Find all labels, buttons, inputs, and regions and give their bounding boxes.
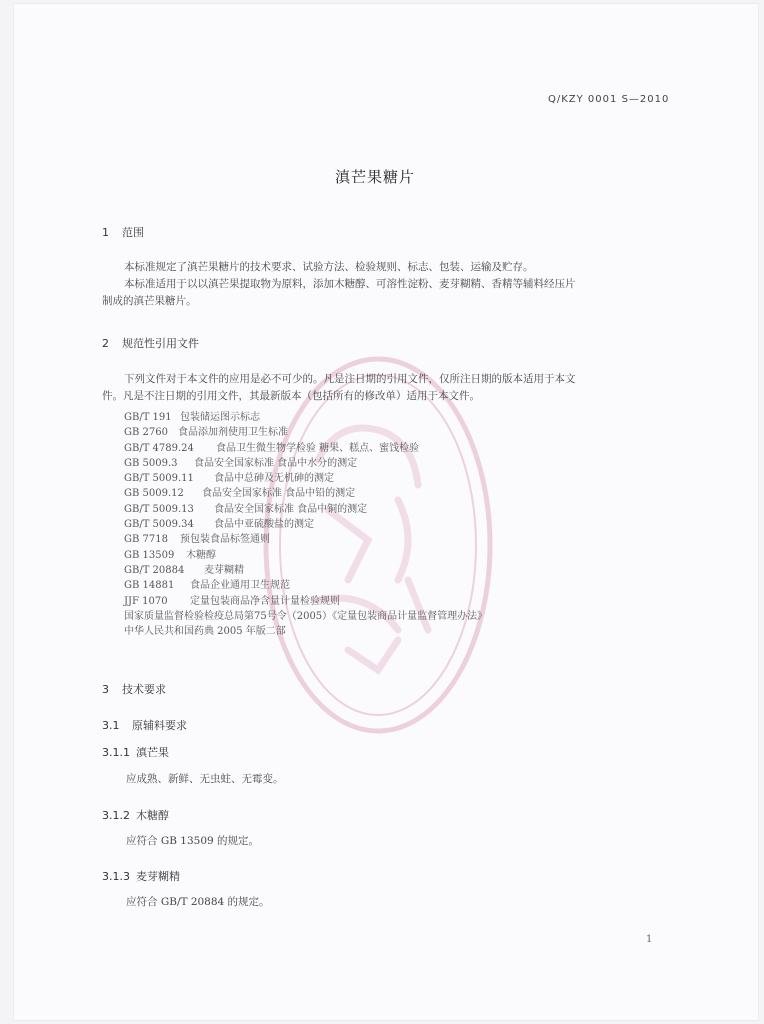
reference-name: 食品添加剂使用卫生标准	[178, 427, 288, 439]
reference-name: 食品安全国家标准 食品中水分的测定	[194, 457, 358, 469]
reference-item	[124, 441, 487, 456]
reference-name: 食品卫生微生物学检验 糖果、糕点、蜜饯检验	[216, 442, 420, 454]
paragraph: 本标准适用于以以滇芒果提取物为原料，添加木糖醇、可溶性淀粉、麦芽糊精、香精等辅料经压片	[124, 278, 576, 290]
reference-item	[124, 609, 487, 624]
reference-code: GB/T 191	[124, 412, 172, 423]
reference-item	[124, 548, 487, 563]
section-3-heading	[102, 681, 166, 697]
paragraph: 应成熟、新鲜、无虫蛀、无霉变。	[126, 773, 284, 785]
subsection-3-1-heading	[102, 717, 187, 733]
section-number: 1	[102, 226, 109, 239]
reference-name: 木糖醇	[186, 549, 216, 561]
subsection-3-1-1-heading	[102, 744, 169, 760]
reference-code: GB/T 5009.13	[124, 503, 194, 515]
reference-name: 食品安全国家标准 食品中铜的测定	[214, 503, 368, 515]
reference-code: GB/T 4789.24	[124, 442, 194, 454]
reference-code: GB/T 5009.11	[124, 473, 194, 485]
reference-code: GB 13509	[124, 549, 175, 561]
reference-name: 食品安全国家标准 食品中铅的测定	[202, 488, 356, 500]
subsection-number: 3.1.3	[102, 870, 130, 883]
section-number: 3	[102, 683, 109, 696]
section-title: 规范性引用文件	[122, 337, 199, 350]
reference-code: GB 2760	[124, 427, 168, 439]
subsection-title: 原辅料要求	[132, 719, 187, 732]
section-2-heading	[102, 335, 199, 351]
subsection-number: 3.1	[102, 719, 120, 732]
page-number: 1	[646, 934, 653, 945]
reference-item	[124, 410, 487, 425]
document-title: 滇芒果糖片	[335, 168, 416, 186]
reference-name: 中华人民共和国药典 2005 年版二部	[124, 626, 286, 638]
paragraph: 本标准规定了滇芒果糖片的技术要求、试验方法、检验规则、标志、包装、运输及贮存。	[124, 261, 534, 273]
subsection-3-1-3-heading	[102, 868, 180, 884]
subsection-number: 3.1.1	[102, 746, 130, 759]
reference-item	[124, 624, 487, 639]
subsection-title: 木糖醇	[136, 809, 169, 822]
reference-code: GB/T 20884	[124, 564, 185, 576]
reference-code: GB 14881	[124, 580, 175, 592]
reference-item	[124, 594, 487, 609]
paragraph: 应符合 GB 13509 的规定。	[126, 835, 260, 847]
paragraph: 应符合 GB/T 20884 的规定。	[126, 896, 270, 908]
subsection-title: 麦芽糊精	[136, 870, 180, 883]
reference-name: 食品中亚硫酸盐的测定	[214, 519, 314, 531]
reference-item	[124, 471, 487, 486]
reference-item	[124, 456, 487, 471]
paragraph: 件。凡是不注日期的引用文件，其最新版本（包括所有的修改单）适用于本文件。	[102, 390, 480, 402]
reference-code: GB 5009.12	[124, 488, 184, 500]
reference-item	[124, 502, 487, 517]
reference-code: GB/T 5009.34	[124, 519, 194, 531]
reference-name: 包装储运图示标志	[180, 412, 260, 423]
section-number: 2	[102, 337, 109, 350]
reference-name: 麦芽糊精	[204, 564, 244, 576]
reference-item	[124, 563, 487, 578]
reference-item	[124, 425, 487, 440]
reference-item	[124, 486, 487, 501]
section-title: 范围	[122, 226, 144, 239]
reference-name: 食品企业通用卫生规范	[190, 580, 290, 592]
reference-item	[124, 517, 487, 532]
reference-name: 定量包装商品净含量计量检验规则	[190, 595, 340, 607]
reference-name: 国家质量监督检验检疫总局第75号令（2005）《定量包装商品计量监督管理办法》	[124, 610, 488, 622]
subsection-3-1-2-heading	[102, 807, 169, 823]
subsection-number: 3.1.2	[102, 809, 130, 822]
section-title: 技术要求	[122, 683, 166, 696]
section-1-heading	[102, 224, 144, 240]
standard-number: Q/KZY 0001 S—2010	[548, 94, 670, 105]
reference-item	[124, 532, 487, 547]
reference-code: JJF 1070	[124, 595, 168, 607]
reference-item	[124, 578, 487, 593]
reference-list	[124, 410, 487, 639]
reference-name: 食品中总砷及无机砷的测定	[214, 473, 334, 485]
reference-code: GB 7718	[124, 534, 168, 546]
paragraph: 制成的滇芒果糖片。	[102, 295, 197, 307]
reference-code: GB 5009.3	[124, 457, 178, 469]
reference-name: 预包装食品标签通则	[180, 534, 270, 546]
paragraph: 下列文件对于本文件的应用是必不可少的。凡是注日期的引用文件，仅所注日期的版本适用于本文	[124, 373, 576, 385]
subsection-title: 滇芒果	[136, 746, 169, 759]
